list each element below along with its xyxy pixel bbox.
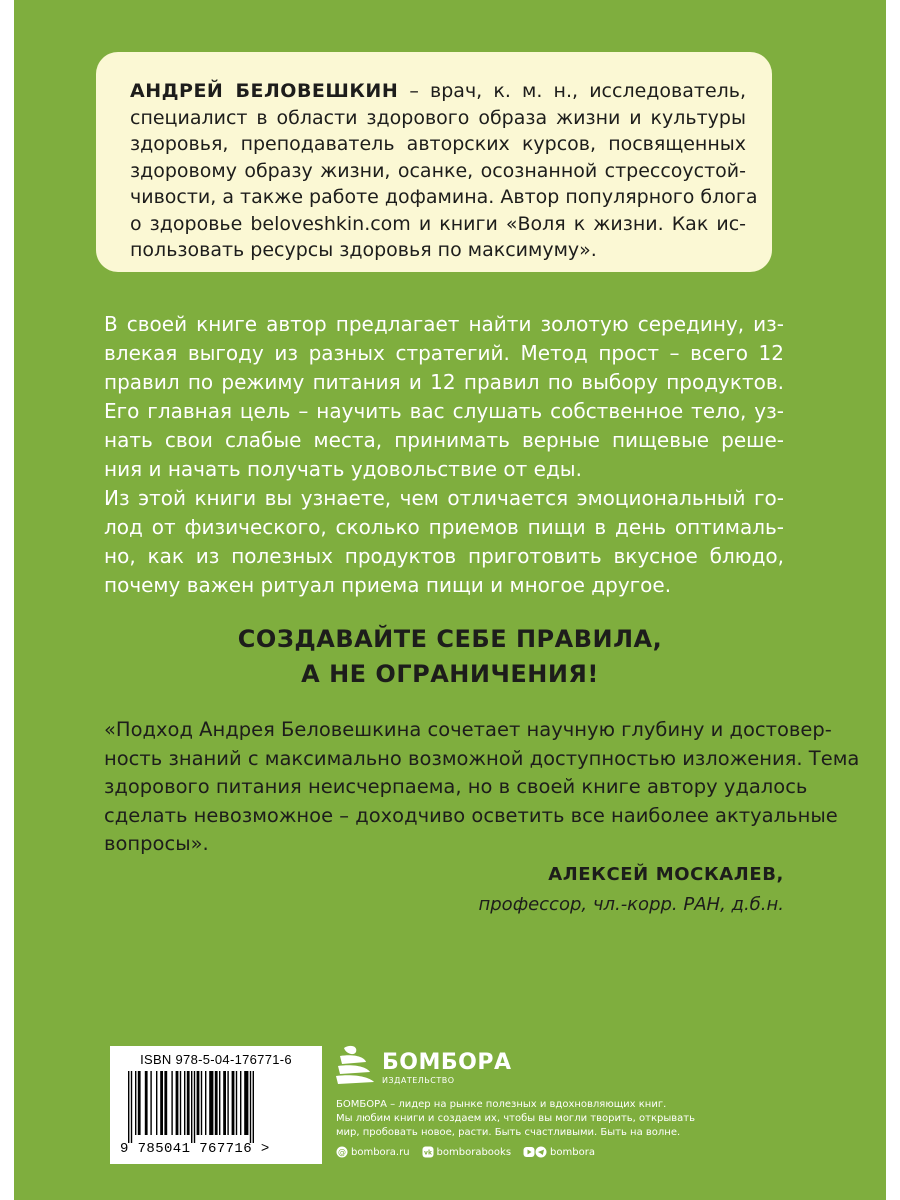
quote-line: сделать невозможное – доходчиво осветить все наиболее актуальные bbox=[104, 803, 838, 827]
barcode-block bbox=[110, 1046, 322, 1164]
web-icon bbox=[336, 1146, 348, 1158]
slogan-line-2: А НЕ ОГРАНИЧЕНИЯ! bbox=[301, 660, 599, 688]
description-line: почему важен ритуал приема пищи и многое другое. bbox=[104, 573, 672, 597]
quote-line: здорового питания неисчерпаема, но в своей книге автору удалось bbox=[104, 775, 808, 798]
description-line: Из этой книги вы узнаете, чем отличается эмоциональный го- bbox=[104, 486, 784, 510]
barcode-bar bbox=[219, 1071, 220, 1135]
social-links bbox=[336, 1146, 696, 1158]
barcode-bar bbox=[184, 1071, 185, 1135]
review-quote bbox=[104, 716, 860, 859]
description-line: В своей книге автор предлагает найти золотую середину, из- bbox=[104, 312, 784, 336]
social-label: bomborabooks bbox=[436, 1146, 512, 1158]
quote-line: вопросы». bbox=[104, 832, 209, 855]
barcode-bar bbox=[209, 1071, 213, 1135]
barcode-digits: 9 785041 767716 > bbox=[120, 1141, 270, 1157]
svg-text:vk: vk bbox=[423, 1149, 432, 1157]
barcode-bar bbox=[187, 1071, 190, 1135]
quote-line: ность знаний с максимально возможной доступностью изложения. Тема bbox=[104, 746, 860, 770]
social-label: bombora.ru bbox=[351, 1146, 410, 1158]
reviewer-credit bbox=[478, 860, 784, 920]
description-line: влекая выгоду из разных стратегий. Метод прост – всего 12 bbox=[104, 341, 784, 365]
bio-line: АНДРЕЙ БЕЛОВЕШКИН – врач, к. м. н., исследователь, bbox=[130, 80, 747, 102]
reviewer-title: профессор, чл.-корр. РАН, д.б.н. bbox=[478, 894, 784, 915]
telegram-youtube-icon bbox=[523, 1146, 547, 1158]
barcode-bar bbox=[138, 1071, 141, 1135]
description-line: нать свои слабые места, принимать верные пищевые реше- bbox=[104, 428, 784, 452]
barcode-bar bbox=[197, 1071, 200, 1135]
slogan bbox=[60, 622, 840, 692]
publisher-block bbox=[336, 1044, 696, 1158]
bio-line: о здоровье beloveshkin.com и книги «Воля к жизни. Как ис- bbox=[130, 212, 746, 235]
barcode-bar bbox=[145, 1071, 148, 1135]
bombora-logo-icon bbox=[336, 1044, 376, 1088]
barcode-bar bbox=[236, 1071, 237, 1135]
bio-line: здоровья, преподаватель авторских курсов, посвященных bbox=[130, 133, 746, 155]
barcode-bar bbox=[250, 1071, 251, 1143]
svg-text:@: @ bbox=[338, 1147, 346, 1157]
barcode-bar bbox=[160, 1071, 163, 1135]
publisher-description-line: мир, пробовать новое, расти. Быть счастливыми. Быть на волне. bbox=[336, 1127, 681, 1138]
slogan-line-1: СОЗДАВАЙТЕ СЕБЕ ПРАВИЛА, bbox=[237, 625, 663, 653]
barcode-bar bbox=[253, 1071, 254, 1143]
description-line: Его главная цель – научить вас слушать собственное тело, уз- bbox=[104, 399, 784, 423]
author-bio-box bbox=[96, 52, 772, 272]
isbn-number: ISBN 978-5-04-176771-6 bbox=[140, 1052, 292, 1067]
publisher-description-line: БОМБОРА – лидер на рынке полезных и вдохновляющих книг. bbox=[336, 1099, 667, 1110]
social-item-web[interactable] bbox=[336, 1146, 410, 1158]
barcode-bar bbox=[244, 1071, 248, 1135]
barcode-bar bbox=[223, 1071, 226, 1135]
social-item-vk[interactable] bbox=[422, 1146, 512, 1158]
barcode-bar bbox=[240, 1071, 241, 1135]
barcode-bar bbox=[128, 1071, 129, 1143]
barcode-bar bbox=[135, 1071, 136, 1135]
barcode-bar bbox=[156, 1071, 157, 1135]
publisher-description-line: Мы любим книги и создаем их, чтобы вы могли творить, открывать bbox=[336, 1113, 695, 1124]
social-item-telegram[interactable] bbox=[523, 1146, 595, 1158]
description-line: лод от физического, сколько приемов пищи в день оптималь- bbox=[104, 515, 784, 539]
description-line: правил по режиму питания и 12 правил по выбору продуктов. bbox=[104, 370, 784, 394]
publisher-sub: ИЗДАТЕЛЬСТВО bbox=[382, 1076, 455, 1085]
bio-line: чивости, а также работе дофамина. Автор популярного блога bbox=[130, 186, 758, 208]
social-label: bombora bbox=[550, 1146, 595, 1158]
book-description bbox=[104, 310, 784, 600]
description-line: ния и начать получать удовольствие от еды. bbox=[104, 457, 582, 481]
barcode-bar bbox=[150, 1071, 151, 1135]
barcode-bar bbox=[164, 1071, 167, 1135]
author-name: АНДРЕЙ БЕЛОВЕШКИН bbox=[130, 80, 399, 102]
barcode-bar bbox=[205, 1071, 206, 1135]
description-line: но, как из полезных продуктов приготовить вкусное блюдо, bbox=[104, 544, 784, 568]
barcode-icon bbox=[120, 1071, 312, 1143]
barcode-bar bbox=[131, 1071, 132, 1143]
bio-line: пользовать ресурсы здоровья по максимуму». bbox=[130, 239, 597, 261]
bio-line: специалист в области здорового образа жизни и культуры bbox=[130, 106, 746, 129]
publisher-logo bbox=[336, 1044, 696, 1088]
barcode-bar bbox=[227, 1071, 228, 1135]
barcode-bar bbox=[171, 1071, 172, 1135]
vk-icon bbox=[422, 1146, 434, 1158]
barcode-bar bbox=[180, 1071, 181, 1135]
bio-line: здоровому образу жизни, осанке, осознанной стрессоустой- bbox=[130, 159, 746, 182]
reviewer-name: АЛЕКСЕЙ МОСКАЛЕВ, bbox=[548, 864, 784, 885]
barcode-bar bbox=[215, 1071, 218, 1135]
publisher-name: БОМБОРА bbox=[382, 1050, 512, 1075]
barcode-bar bbox=[194, 1071, 195, 1143]
publisher-description bbox=[336, 1098, 696, 1140]
barcode-bar bbox=[201, 1071, 202, 1135]
barcode-bar bbox=[176, 1071, 179, 1135]
barcode-bar bbox=[232, 1071, 235, 1135]
barcode-bar bbox=[191, 1071, 192, 1143]
quote-line: «Подход Андрея Беловешкина сочетает научную глубину и достовер- bbox=[104, 718, 832, 741]
